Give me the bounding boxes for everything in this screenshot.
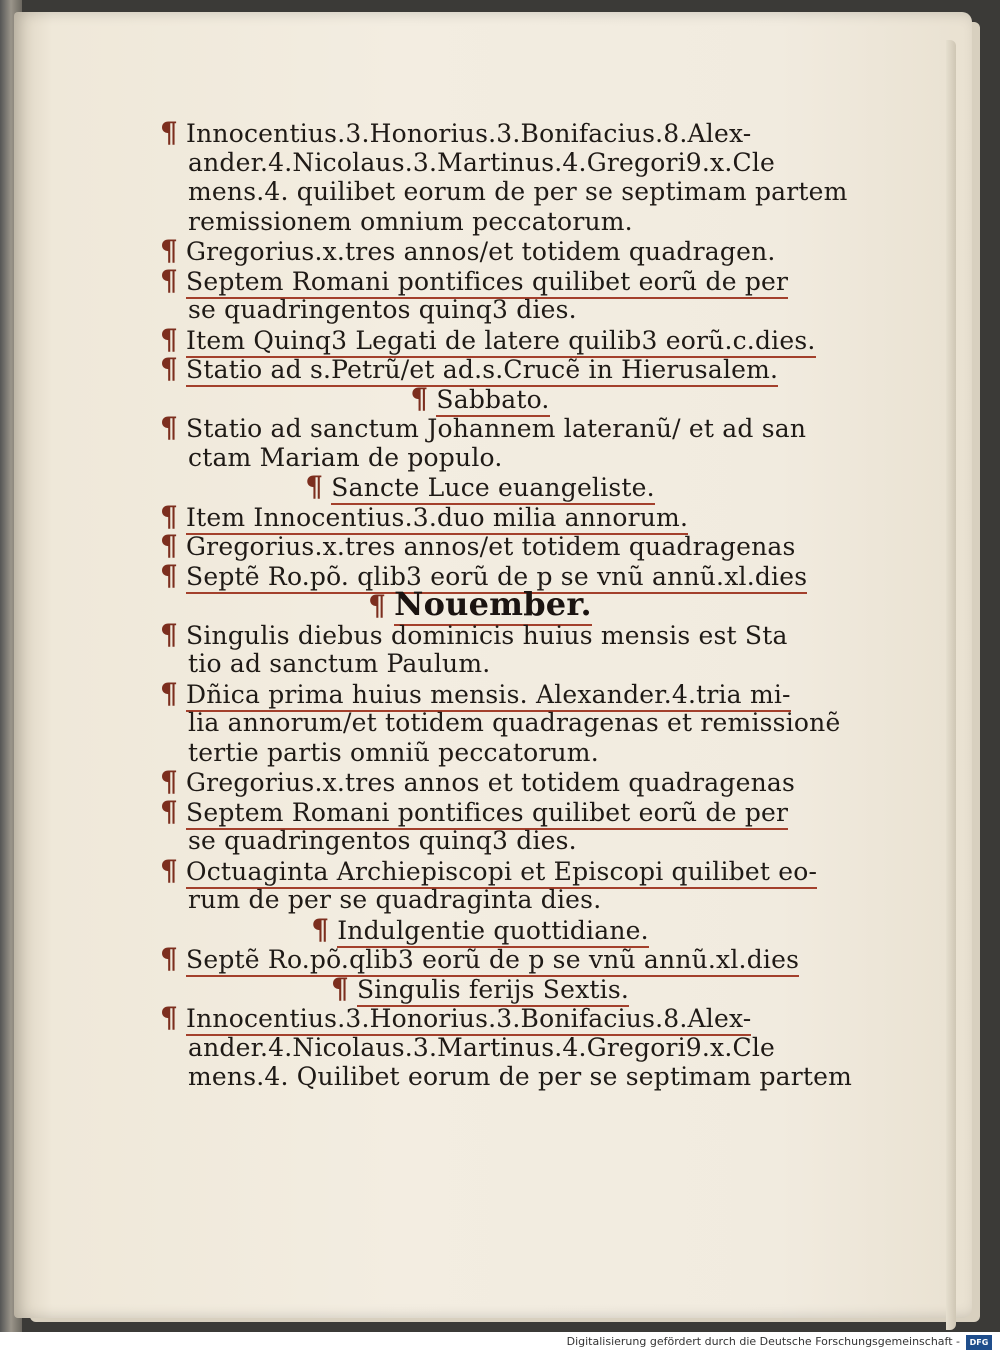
line-text: Gregorius.x.tres annos/et totidem quadragen.	[186, 237, 776, 266]
dfg-logo: DFG	[966, 1335, 992, 1350]
line-text: Septem Romani pontifices quilibet eorũ de per	[186, 267, 788, 299]
text-line	[160, 354, 800, 384]
text-line	[160, 207, 800, 237]
pilcrow-mark: ¶	[160, 617, 179, 651]
line-text: Singulis ferijs Sextis.	[357, 975, 629, 1007]
pilcrow-mark: ¶	[160, 411, 179, 444]
text-line	[160, 499, 800, 533]
text-line	[160, 295, 800, 325]
line-text: Innocentius.3.Honorius.3.Bonifacius.8.Alex-	[186, 1004, 751, 1036]
line-text: Septẽ Ro.põ.qlib3 eorũ de p se vnũ annũ.xl.dies	[186, 945, 799, 977]
line-text: se quadringentos quinq3 dies.	[188, 295, 577, 324]
text-line	[160, 118, 800, 148]
text-line	[160, 912, 800, 946]
page-edge	[946, 40, 956, 1330]
line-text: Sancte Luce euangeliste.	[331, 473, 654, 505]
text-line	[160, 885, 800, 915]
text-line	[160, 944, 800, 974]
text-line	[160, 531, 800, 561]
text-line	[160, 177, 848, 207]
footer-bar	[0, 1332, 1000, 1354]
month-heading: Nouember.	[394, 585, 592, 626]
text-line	[160, 794, 800, 828]
pilcrow-mark: ¶	[160, 116, 179, 149]
pilcrow-mark: ¶	[160, 352, 179, 385]
text-line	[160, 236, 800, 266]
pilcrow-mark: ¶	[160, 765, 179, 798]
pilcrow-mark: ¶	[410, 381, 429, 415]
pilcrow-mark: ¶	[160, 942, 179, 975]
text-line	[160, 617, 800, 651]
text-line	[160, 826, 800, 856]
text-line	[160, 1033, 800, 1063]
line-text: mens.4. quilibet eorum de per se septimam partem	[188, 177, 848, 206]
footer-credit: Digitalisierung gefördert durch die Deutsche Forschungsgemeinschaft -	[566, 1335, 960, 1348]
line-text: Item Innocentius.3.duo milia annorum.	[186, 503, 688, 535]
text-line	[160, 381, 800, 415]
line-text: rum de per se quadraginta dies.	[188, 885, 602, 914]
text-line	[160, 472, 800, 502]
pilcrow-mark: ¶	[160, 234, 179, 267]
text-line	[160, 971, 800, 1005]
line-text: tio ad sanctum Paulum.	[188, 649, 491, 678]
text-line	[160, 676, 800, 710]
text-line	[160, 1003, 800, 1033]
line-text: lia annorum/et totidem quadragenas et remissionẽ	[188, 708, 841, 737]
text-line	[160, 738, 800, 768]
pilcrow-mark: ¶	[160, 263, 179, 297]
line-text: mens.4. Quilibet eorum de per se septimam partem	[188, 1062, 853, 1091]
pilcrow-mark: ¶	[160, 558, 179, 592]
text-line	[160, 853, 818, 887]
line-text: Statio ad sanctum Johannem lateranũ/ et ad san	[186, 414, 807, 443]
page-text-block	[160, 116, 853, 1092]
line-text: Indulgentie quottidiane.	[337, 916, 649, 948]
line-text: ander.4.Nicolaus.3.Martinus.4.Gregori9.x.Cle	[188, 1032, 776, 1062]
line-text: ctam Mariam de populo.	[188, 442, 503, 472]
text-line	[160, 649, 800, 679]
line-text: Innocentius.3.Honorius.3.Bonifacius.8.Alex-	[186, 119, 752, 148]
line-text: Octuaginta Archiepiscopi et Episcopi quilibet eo-	[186, 857, 817, 889]
pilcrow-mark: ¶	[160, 499, 179, 533]
pilcrow-mark: ¶	[160, 853, 179, 887]
pilcrow-mark: ¶	[160, 676, 179, 710]
text-line	[160, 263, 800, 297]
pilcrow-mark: ¶	[330, 971, 349, 1005]
text-line	[160, 148, 800, 178]
pilcrow-mark: ¶	[160, 322, 179, 356]
line-text: Gregorius.x.tres annos/et totidem quadragenas	[186, 532, 796, 561]
line-text: Singulis diebus dominicis huius mensis est Sta	[186, 620, 788, 650]
pilcrow-mark: ¶	[160, 794, 179, 828]
text-line	[160, 411, 807, 444]
line-text: Item Quinq3 Legati de latere quilib3 eorũ.c.dies.	[186, 326, 816, 358]
text-line	[160, 708, 841, 738]
line-text: remissionem omnium peccatorum.	[188, 206, 633, 236]
line-text: tertie partis omniũ peccatorum.	[188, 737, 599, 767]
line-text: Gregorius.x.tres annos et totidem quadragenas	[186, 768, 796, 797]
line-text: Septẽ Ro.põ. qlib3 eorũ de p se vnũ annũ.xl.dies	[186, 562, 807, 594]
line-text: Dñica prima huius mensis. Alexander.4.tria mi-	[186, 680, 791, 712]
text-line	[160, 322, 816, 356]
pilcrow-mark: ¶	[160, 1001, 179, 1034]
line-text: Sabbato.	[436, 385, 549, 417]
line-text: ander.4.Nicolaus.3.Martinus.4.Gregori9.x.Cle	[188, 147, 776, 177]
pilcrow-mark: ¶	[368, 589, 387, 622]
line-text: Statio ad s.Petrũ/et ad.s.Crucẽ in Hierusalem.	[186, 355, 778, 387]
text-line	[160, 767, 800, 797]
line-text: se quadringentos quinq3 dies.	[188, 826, 577, 855]
text-line	[160, 443, 800, 473]
pilcrow-mark: ¶	[305, 470, 324, 503]
text-line	[160, 585, 800, 623]
text-line	[160, 1062, 853, 1092]
pilcrow-mark: ¶	[311, 912, 330, 946]
line-text: Septem Romani pontifices quilibet eorũ de per	[186, 798, 788, 830]
pilcrow-mark: ¶	[160, 529, 179, 562]
